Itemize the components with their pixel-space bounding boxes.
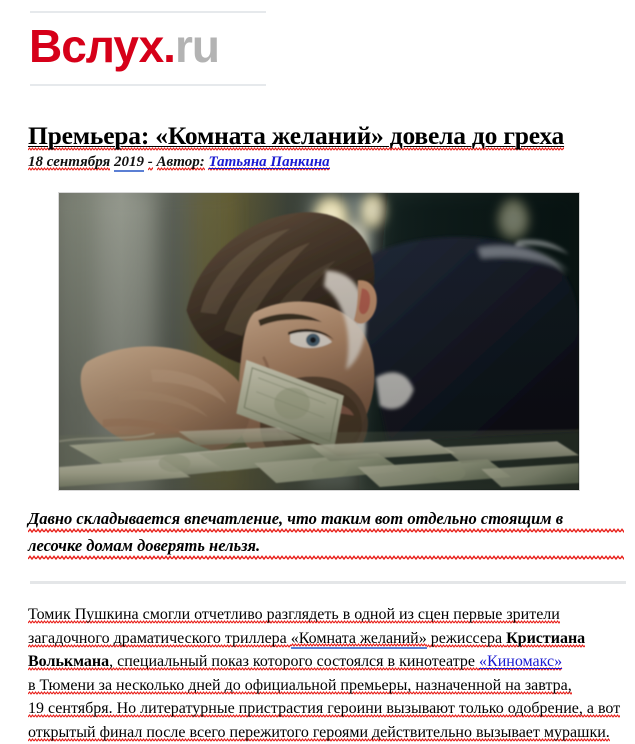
byline-author-label: Автор:	[157, 154, 205, 171]
body-text: загадочного драматического триллера	[28, 630, 291, 648]
byline-author-link[interactable]: Татьяна Панкина	[208, 154, 329, 171]
article-photo[interactable]	[58, 192, 580, 491]
body-text: открытый финал после всего пережитого героями действительно вызывает мурашки.	[28, 724, 610, 742]
body-text: режиссера	[427, 630, 506, 648]
lead-line-1: Давно складывается впечатление, что таким вот отдельно стоящим в	[28, 506, 624, 533]
body-director-first-name: Кристиана	[506, 630, 585, 648]
body-line-2	[28, 627, 628, 651]
article-lead	[28, 506, 624, 560]
divider-body	[30, 581, 626, 584]
body-line-5	[28, 697, 628, 721]
divider-under-logo	[30, 84, 266, 86]
logo-text-tld: ru	[175, 20, 219, 72]
body-text: 19 сентября. Но литературные пристрастия героини вызывают только одобрение, а вот	[28, 700, 620, 718]
page-title	[28, 121, 620, 151]
divider-top	[30, 11, 266, 13]
byline	[28, 152, 330, 172]
body-line-6	[28, 721, 628, 744]
photo-canvas	[59, 193, 579, 490]
body-text: в Тюмени за несколько дней до официальной премьеры, назначенной на завтра,	[28, 677, 572, 695]
photo-illustration	[59, 193, 579, 490]
cinema-link[interactable]: «Киномакс»	[479, 653, 562, 671]
logo-dot: .	[163, 20, 175, 72]
body-quoted-title: «Комната желаний»	[291, 630, 427, 649]
byline-date: 18 сентября	[28, 154, 110, 171]
body-line-3	[28, 650, 628, 674]
site-logo[interactable]	[29, 18, 219, 74]
byline-year: 2019	[114, 154, 144, 172]
lead-line-2: лесочке домам доверять нельзя.	[28, 533, 624, 560]
byline-separator: -	[148, 154, 153, 171]
body-text: Томик Пушкина смогли отчетливо разглядеть в одной из сцен первые зрители	[28, 606, 560, 624]
body-text: , специальный показ которого состоялся в кинотеатре	[109, 653, 479, 671]
body-director-last-name: Волькмана	[28, 653, 109, 671]
body-line-1	[28, 603, 628, 627]
article-body	[28, 603, 628, 744]
body-line-4	[28, 674, 628, 698]
headline-text-a: Премьера: «Комната желаний» довела до греха	[28, 121, 564, 151]
logo-text-main: Вслух	[29, 20, 163, 72]
